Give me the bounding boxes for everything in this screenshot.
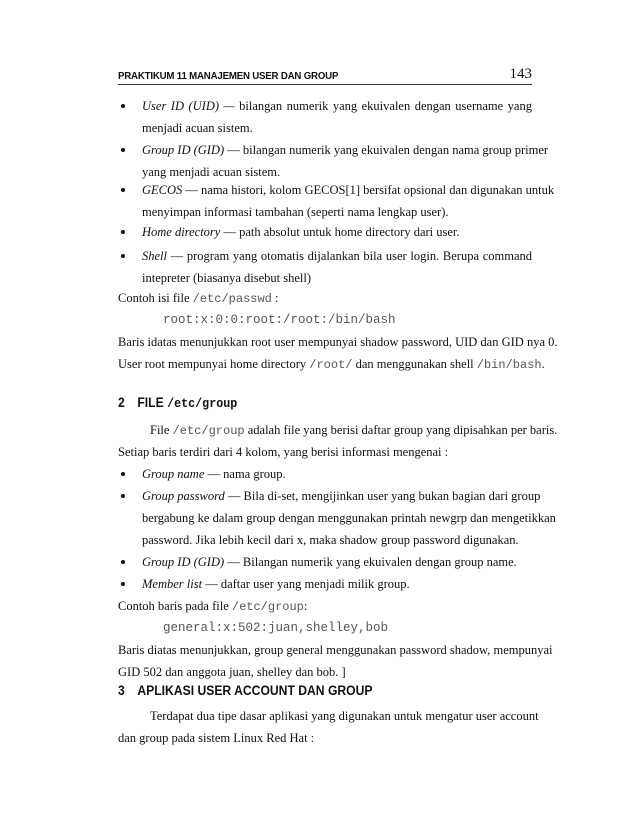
list-item: Shell — program yang otomatis dijalankan bila user login. Berupa command — [142, 249, 532, 263]
list-item-continuation: yang menjadi acuan sistem. — [142, 165, 281, 179]
file-path: /bin/bash — [476, 358, 542, 372]
list-item: Group name — nama group. — [142, 467, 286, 481]
list-item-continuation: password. Jika lebih kecil dari x, maka shadow group password digunakan. — [142, 533, 519, 547]
bullet-icon — [121, 254, 125, 258]
paragraph: Baris diatas menunjukkan, group general menggunakan password shadow, mempunyai — [118, 643, 553, 657]
header-title: PRAKTIKUM 11 MANAJEMEN USER DAN GROUP — [118, 70, 339, 82]
bullet-icon — [121, 582, 125, 586]
paragraph: Terdapat dua tipe dasar aplikasi yang digunakan untuk mengatur user account — [150, 709, 539, 723]
example-line: Contoh baris pada file /etc/group: — [118, 599, 308, 614]
list-item-continuation: menyimpan informasi tambahan (seperti nama lengkap user). — [142, 205, 449, 219]
list-item: Group password — Bila di-set, mengijinkan user yang bukan bagian dari group — [142, 489, 541, 503]
bullet-icon — [121, 104, 125, 108]
paragraph: dan group pada sistem Linux Red Hat : — [118, 731, 315, 745]
list-item-continuation: menjadi acuan sistem. — [142, 121, 253, 135]
code-sample: general:x:502:juan,shelley,bob — [163, 621, 389, 635]
list-item: GECOS — nama histori, kolom GECOS[1] bersifat opsional dan digunakan untuk — [142, 183, 555, 197]
list-item: Member list — daftar user yang menjadi milik group. — [142, 577, 410, 591]
paragraph: Baris idatas menunjukkan root user mempunyai shadow password, UID dan GID nya 0. — [118, 335, 558, 349]
bullet-icon — [121, 188, 125, 192]
list-item: Home directory — path absolut untuk home directory dari user. — [142, 225, 460, 239]
list-item: Group ID (GID) — Bilangan numerik yang ekuivalen dengan group name. — [142, 555, 517, 569]
list-item-continuation: bergabung ke dalam group dengan menggunakan printah newgrp dan mengetikkan — [142, 511, 556, 525]
bullet-icon — [121, 148, 125, 152]
section-heading: 2 FILE /etc/group — [118, 395, 238, 411]
example-line: Contoh isi file /etc/passwd : — [118, 291, 279, 306]
bullet-icon — [121, 560, 125, 564]
list-item: User ID (UID) — bilangan numerik yang ekuivalen dengan username yang — [142, 99, 532, 113]
paragraph: Setiap baris terdiri dari 4 kolom, yang berisi informasi mengenai : — [118, 445, 449, 459]
file-path: /etc/group — [231, 600, 304, 614]
paragraph: User root mempunyai home directory /root/ dan menggunakan shell /bin/bash. — [118, 357, 545, 372]
file-path: /etc/group — [172, 424, 245, 438]
file-path: /root/ — [309, 358, 353, 372]
bullet-icon — [121, 230, 125, 234]
code-sample: root:x:0:0:root:/root:/bin/bash — [163, 313, 396, 327]
list-item: Group ID (GID) — bilangan numerik yang ekuivalen dengan nama group primer — [142, 143, 549, 157]
paragraph: File /etc/group adalah file yang berisi daftar group yang dipisahkan per baris. — [150, 423, 558, 438]
bullet-icon — [121, 472, 125, 476]
page-number: 143 — [509, 66, 532, 82]
list-item-continuation: intepreter (biasanya disebut shell) — [142, 271, 312, 285]
file-path: /etc/passwd — [192, 292, 272, 306]
page-header — [118, 68, 532, 85]
paragraph: GID 502 dan anggota juan, shelley dan bob. ] — [118, 665, 346, 679]
section-heading: 3 APLIKASI USER ACCOUNT DAN GROUP — [118, 683, 373, 698]
bullet-icon — [121, 494, 125, 498]
